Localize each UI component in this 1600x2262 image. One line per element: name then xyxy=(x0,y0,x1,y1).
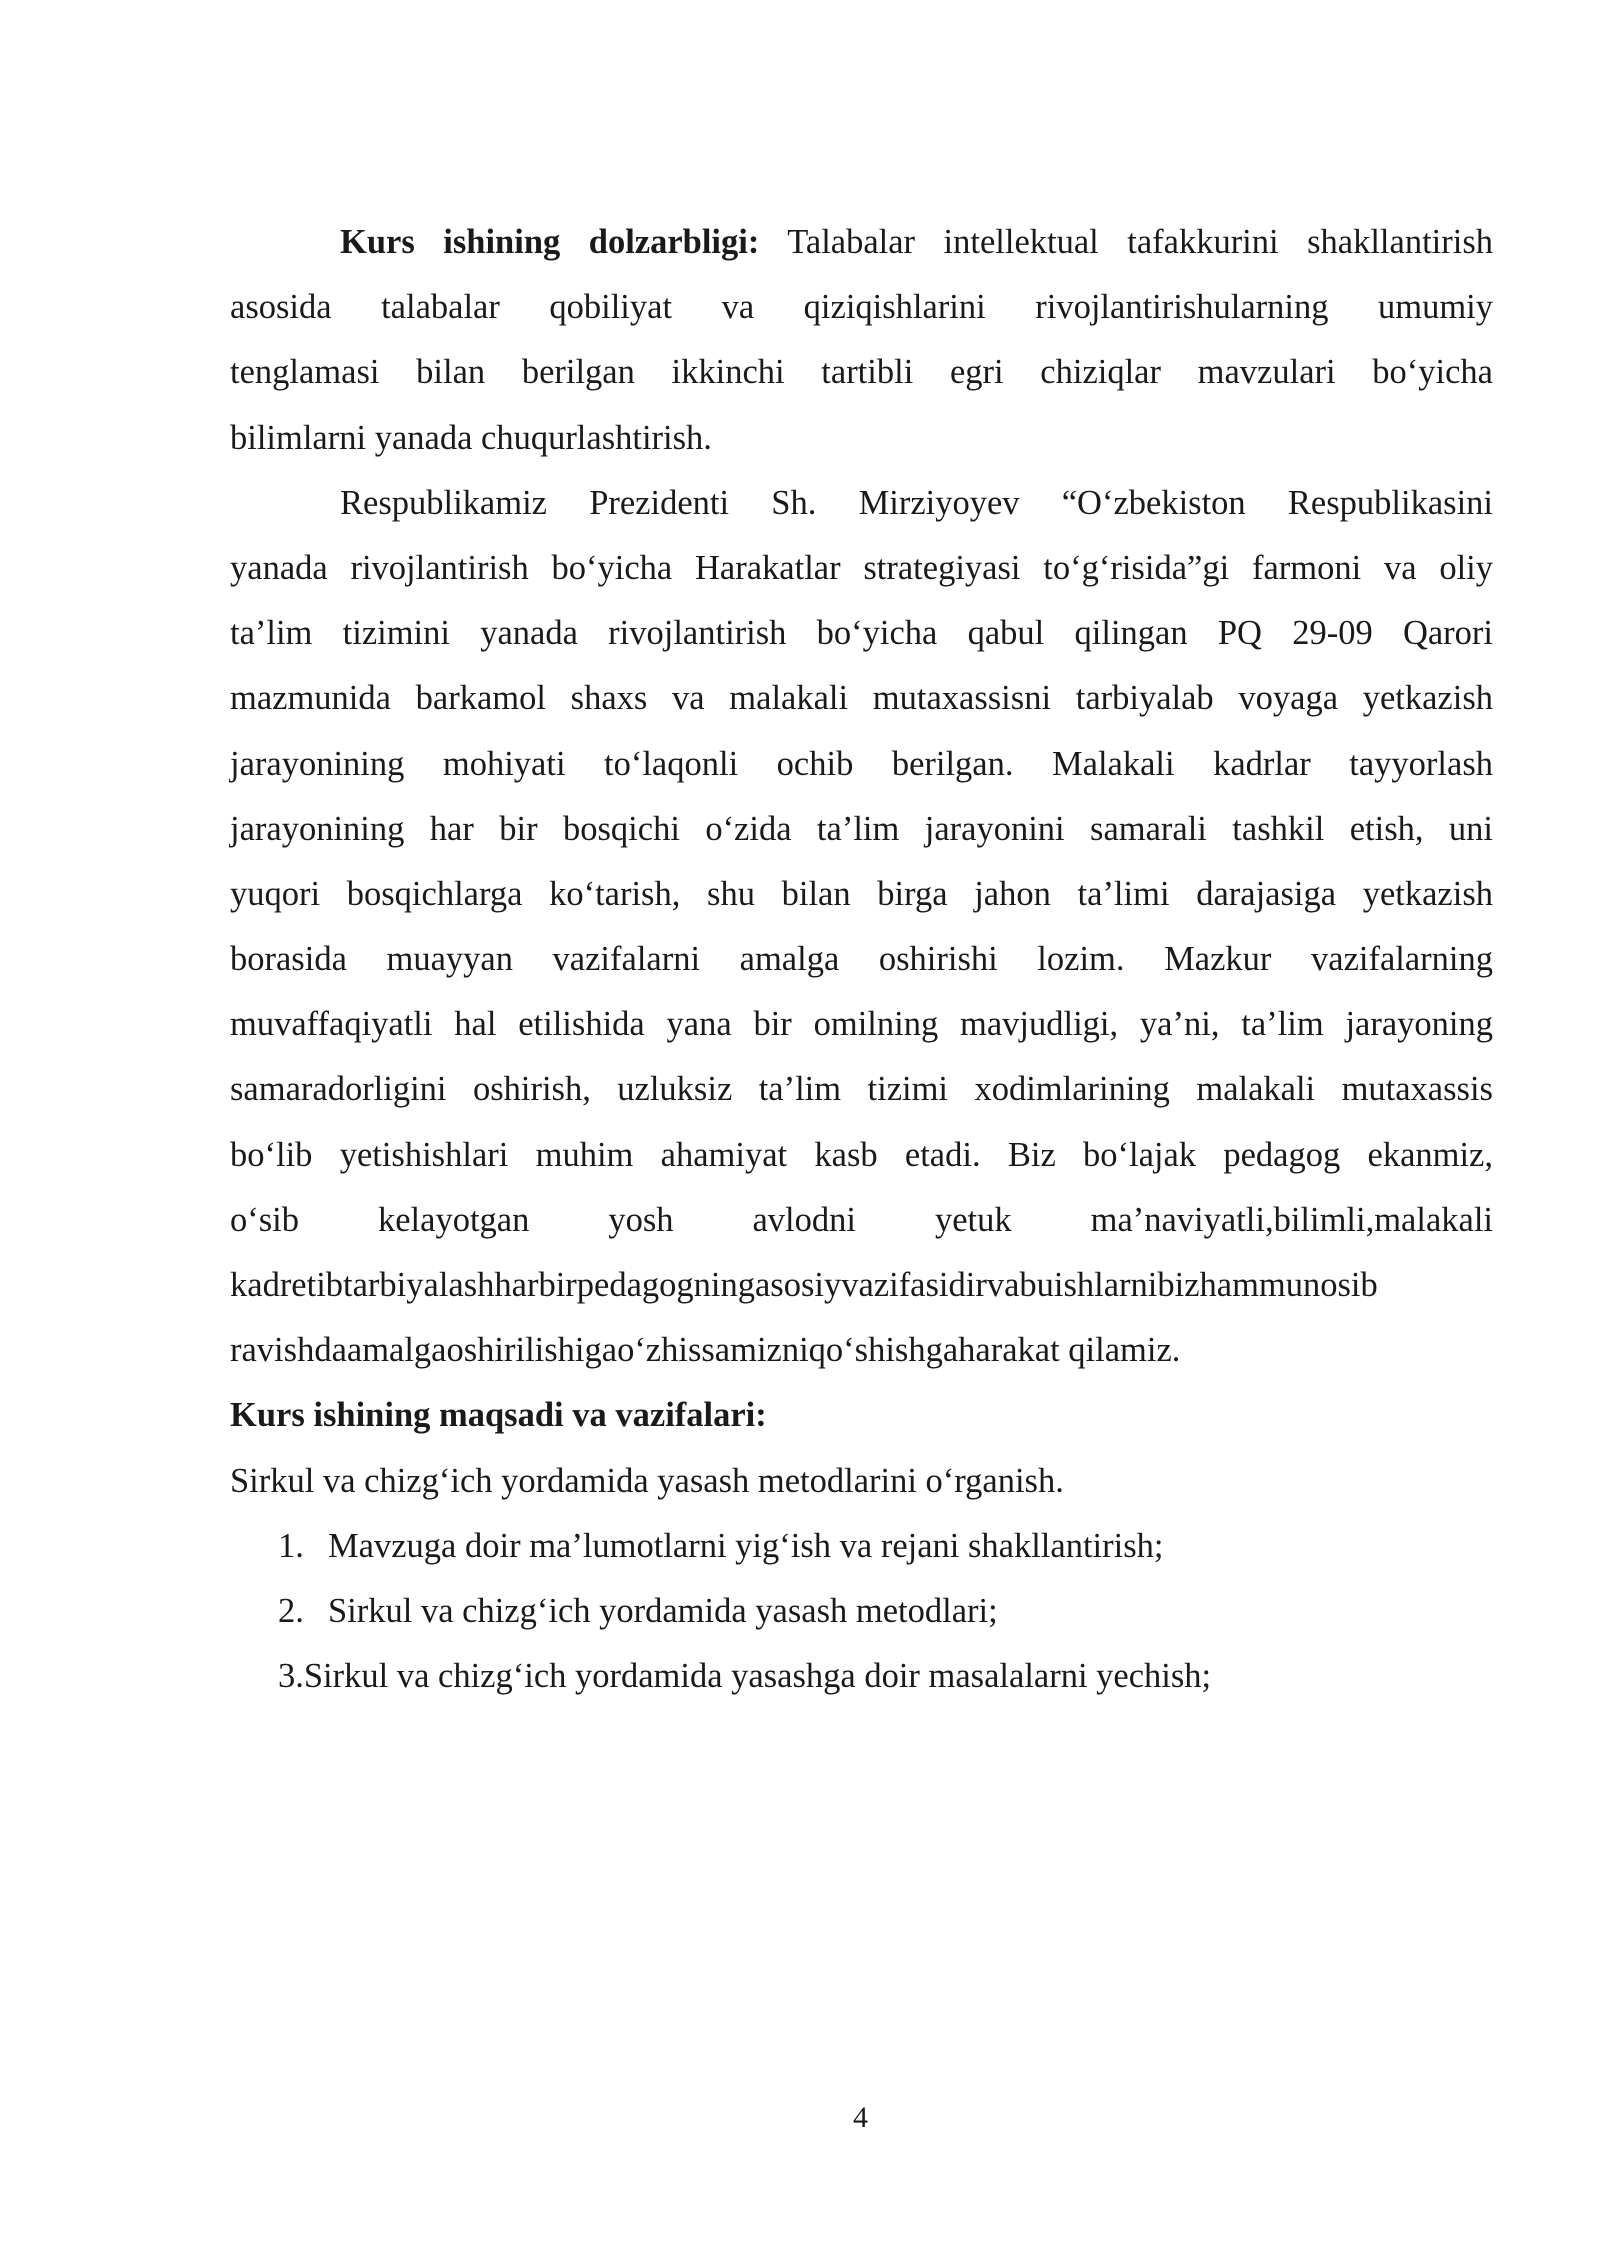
section2-line-9: samaradorligini oshirish, uzluksiz ta’lim tizimi xodimlarining malakali mutaxassis xyxy=(230,1070,1493,1109)
section2-line-7: borasida muayyan vazifalarni amalga oshirishi lozim. Mazkur vazifalarning xyxy=(230,940,1493,979)
section2-line-2: ta’lim tizimini yanada rivojlantirish bo‘yicha qabul qilingan PQ 29-09 Qarori xyxy=(230,614,1493,653)
section3-heading: Kurs ishining maqsadi va vazifalari: xyxy=(230,1396,767,1435)
list-item xyxy=(230,1514,1493,1579)
page-number: 4 xyxy=(853,2101,868,2134)
list-item-number: 1. xyxy=(278,1526,304,1565)
section1-line-2: tenglamasi bilan berilgan ikkinchi tartibli egri chiziqlar mavzulari bo‘yicha xyxy=(230,353,1493,392)
list-item-number: 2. xyxy=(278,1591,304,1630)
list-item: 3.Sirkul va chizg‘ich yordamida yasashga doir masalalarni yechish; xyxy=(278,1657,1212,1696)
section2-line-10: bo‘lib yetishishlari muhim ahamiyat kasb etadi. Biz bo‘lajak pedagog ekanmiz, xyxy=(230,1135,1493,1174)
section2-line-5: jarayonining har bir bosqichi o‘zida ta’lim jarayonini samarali tashkil etish, uni xyxy=(230,809,1493,848)
section2-line-11: o‘sib kelayotgan yosh avlodni yetuk ma’naviyatli,bilimli,malakali xyxy=(230,1200,1493,1239)
list-item xyxy=(230,1579,1493,1644)
section1-first-line-text: Talabalar intellektual tafakkurini shakllantirish xyxy=(759,223,1493,261)
section1-heading: Kurs ishining dolzarbligi: xyxy=(340,223,760,261)
section1-line-1: asosida talabalar qobiliyat va qiziqishlarini rivojlantirishularning umumiy xyxy=(230,288,1493,327)
section2-line-1: yanada rivojlantirish bo‘yicha Harakatlar strategiyasi to‘g‘risida”gi farmoni va oliy xyxy=(230,548,1493,587)
section2-line-6: yuqori bosqichlarga ko‘tarish, shu bilan birga jahon ta’limi darajasiga yetkazish xyxy=(230,874,1493,913)
section2-line-12: kadretibtarbiyalashharbirpedagogningasosiyvazifasidirvabuishlarnibizhammunosib xyxy=(230,1266,1378,1304)
list-item-text: Sirkul va chizg‘ich yordamida yasash metodlari; xyxy=(328,1591,998,1630)
section2-line-8: muvaffaqiyatli hal etilishida yana bir omilning mavjudligi, ya’ni, ta’lim jarayoning xyxy=(230,1005,1493,1044)
section2-line-0: Respublikamiz Prezidenti Sh. Mirziyoyev “O‘zbekiston Respublikasini xyxy=(340,483,1493,522)
section1-line-0 xyxy=(230,210,1493,275)
section2-line-3: mazmunida barkamol shaxs va malakali mutaxassisni tarbiyalab voyaga yetkazish xyxy=(230,679,1493,718)
section1-line-3: bilimlarni yanada chuqurlashtirish. xyxy=(230,418,712,457)
document-page xyxy=(230,210,1493,1709)
section3-intro: Sirkul va chizg‘ich yordamida yasash metodlarini o‘rganish. xyxy=(230,1461,1064,1500)
section2-line-13: ravishdaamalgaoshirilishigao‘zhissamizniqo‘shishgaharakat qilamiz. xyxy=(230,1331,1181,1370)
list-item-text: Mavzuga doir ma’lumotlarni yig‘ish va rejani shakllantirish; xyxy=(328,1526,1164,1565)
section2-line-4: jarayonining mohiyati to‘laqonli ochib berilgan. Malakali kadrlar tayyorlash xyxy=(230,744,1493,783)
